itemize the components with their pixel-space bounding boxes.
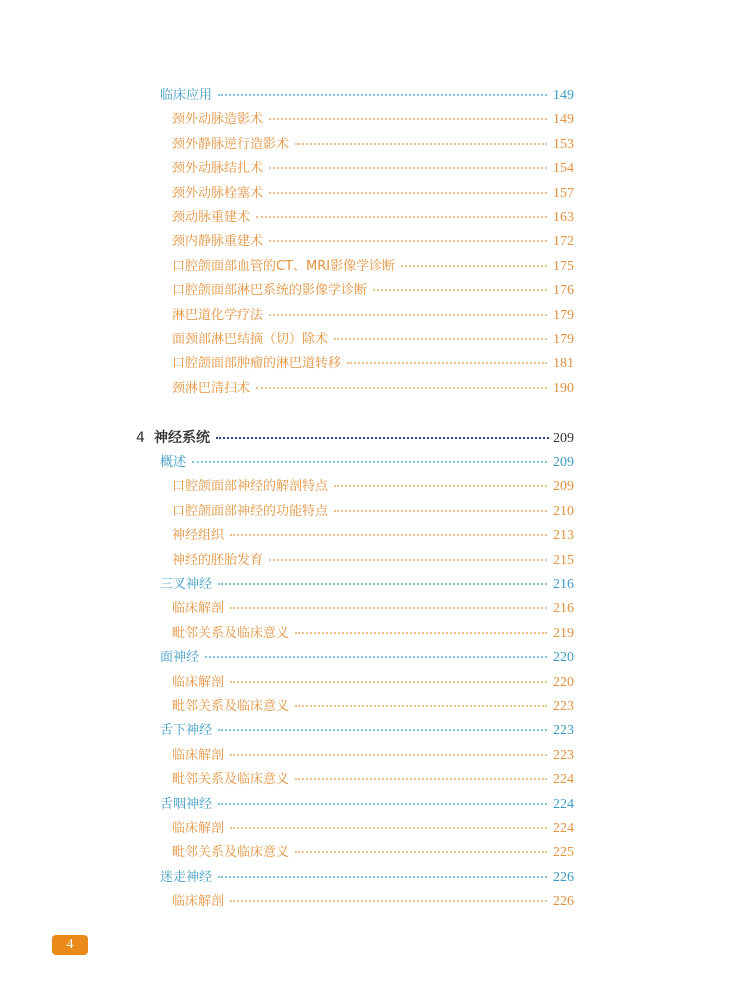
toc-subsection-entry[interactable] [172,748,574,764]
toc-subsection-entry[interactable] [172,332,574,348]
toc-entry-title: 毗邻关系及临床意义 [172,625,290,641]
dot-leader [218,803,547,805]
dot-leader [295,143,547,145]
toc-entry-title: 口腔颌面部淋巴系统的影像学诊断 [172,283,368,299]
dot-leader [230,681,547,683]
toc-section-entry[interactable] [160,723,574,739]
dot-leader [230,754,547,756]
dot-leader [230,534,547,536]
dot-leader [269,167,547,169]
dot-leader [218,876,547,878]
dot-leader [256,216,547,218]
toc-subsection-entry[interactable] [172,675,574,691]
toc-entry-page: 220 [553,674,574,690]
toc-section-entry[interactable] [160,88,574,104]
toc-entry-title: 临床应用 [160,88,213,103]
toc-entry-title: 口腔颌面部神经的解剖特点 [172,479,329,495]
toc-section-entry[interactable] [160,797,574,813]
toc-entry-page: 175 [553,258,574,274]
toc-entry-title: 临床解剖 [172,894,225,910]
toc-subsection-entry[interactable] [172,504,574,520]
toc-subsection-entry[interactable] [172,699,574,715]
toc-entry-title: 神经组织 [172,528,225,544]
dot-leader [269,314,547,316]
toc-entry-title: 迷走神经 [160,869,213,885]
toc-entry-page: 209 [553,431,574,446]
toc-subsection-entry[interactable] [172,210,574,226]
dot-leader [295,632,547,634]
toc-entry-title: 面颈部淋巴结摘（切）除术 [172,332,329,347]
toc-entry-page: 209 [553,455,574,470]
toc-entry-page: 226 [553,894,574,910]
toc-entry-title: 舌咽神经 [160,796,213,812]
toc-subsection-entry[interactable] [172,601,574,617]
toc-chapter-entry[interactable] [136,430,574,447]
dot-leader [334,510,547,512]
toc-entry-page: 220 [553,650,574,666]
toc-entry-page: 154 [553,161,574,177]
dot-leader [269,240,547,242]
toc-subsection-entry[interactable] [172,553,574,569]
toc-subsection-entry[interactable] [172,528,574,544]
dot-leader [373,289,547,291]
page-number-badge: 4 [52,935,88,955]
toc-subsection-entry[interactable] [172,772,574,788]
toc-entry-page: 157 [553,185,574,201]
chapter-number: 4 [136,430,145,446]
toc-entry-title: 临床解剖 [172,821,225,836]
dot-leader [230,827,547,829]
toc-entry-title: 颈外动脉造影术 [172,112,264,128]
toc-entry-page: 224 [553,821,574,836]
dot-leader [269,192,547,194]
toc-section-entry[interactable] [160,650,574,666]
toc-entry-page: 225 [553,845,574,861]
toc-subsection-entry[interactable] [172,894,574,910]
toc-entry-page: 153 [553,136,574,152]
toc-entry-page: 224 [553,796,574,812]
dot-leader [216,437,549,439]
toc-entry-title: 临床解剖 [172,747,225,763]
toc-entry-title: 概述 [160,455,187,470]
toc-entry-title: 神经系统 [154,430,210,446]
toc-entry-title: 临床解剖 [172,674,225,690]
dot-leader [295,851,547,853]
dot-leader [218,583,547,585]
toc-entry-title: 毗邻关系及临床意义 [172,772,290,788]
toc-entry-page: 181 [553,356,574,372]
toc-entry-page: 190 [553,380,574,396]
toc-entry-page: 213 [553,528,574,544]
toc-section-entry[interactable] [160,455,574,471]
toc-subsection-entry[interactable] [172,186,574,202]
dot-leader [192,461,547,463]
toc-subsection-entry[interactable] [172,259,574,275]
dot-leader [269,559,547,561]
dot-leader [295,705,547,707]
toc-entry-page: 223 [553,723,574,739]
toc-entry-title: 颈淋巴清扫术 [172,380,251,396]
toc-subsection-entry[interactable] [172,381,574,397]
toc-subsection-entry[interactable] [172,821,574,837]
toc-entry-page: 226 [553,869,574,885]
toc-entry-title: 口腔颌面部血管的CT、MRI影像学诊断 [172,258,396,274]
toc-subsection-entry[interactable] [172,845,574,861]
dot-leader [295,778,547,780]
toc-subsection-entry[interactable] [172,479,574,495]
toc-entry-title: 颈外动脉结扎术 [172,161,264,177]
toc-entry-title: 颈内静脉重建术 [172,234,264,250]
toc-subsection-entry[interactable] [172,161,574,177]
toc-entry-title: 毗邻关系及临床意义 [172,699,290,714]
toc-entry-page: 209 [553,479,574,495]
toc-entry-page: 163 [553,210,574,225]
toc-entry-page: 179 [553,332,574,347]
dot-leader [230,607,547,609]
toc-entry-page: 216 [553,577,574,592]
toc-entry-title: 舌下神经 [160,723,213,739]
toc-entry-page: 224 [553,772,574,788]
toc-entry-title: 淋巴道化学疗法 [172,307,264,323]
dot-leader [218,729,547,731]
toc-entry-page: 223 [553,747,574,763]
dot-leader [256,387,547,389]
toc-subsection-entry[interactable] [172,356,574,372]
toc-entry-page: 210 [553,503,574,519]
toc-section-entry[interactable] [160,870,574,886]
toc-entry-page: 216 [553,601,574,617]
dot-leader [269,118,547,120]
dot-leader [205,656,547,658]
toc-section-entry[interactable] [160,577,574,593]
toc-entry-title: 口腔颌面部神经的功能特点 [172,503,329,519]
toc-entry-page: 149 [553,112,574,128]
toc-subsection-entry[interactable] [172,308,574,324]
toc-subsection-entry[interactable] [172,283,574,299]
toc-subsection-entry[interactable] [172,112,574,128]
toc-entry-page: 219 [553,625,574,641]
toc-subsection-entry[interactable] [172,626,574,642]
toc-entry-page: 172 [553,234,574,250]
dot-leader [334,338,547,340]
toc-entry-page: 176 [553,283,574,299]
toc-entry-title: 颈外动脉栓塞术 [172,185,264,201]
toc-subsection-entry[interactable] [172,234,574,250]
toc-entry-title: 毗邻关系及临床意义 [172,845,290,861]
dot-leader [230,900,547,902]
dot-leader [218,94,547,96]
toc-entry-page: 223 [553,699,574,714]
toc-entry-title: 三叉神经 [160,577,213,592]
toc-subsection-entry[interactable] [172,137,574,153]
dot-leader [334,485,547,487]
toc-entry-title: 颈外静脉逆行造影术 [172,136,290,152]
toc-entry-page: 149 [553,88,574,103]
toc-entry-title: 颈动脉重建术 [172,210,251,225]
toc-entry-title: 口腔颌面部肿瘤的淋巴道转移 [172,356,342,372]
dot-leader [401,265,547,267]
toc-entry-title: 神经的胚胎发育 [172,552,264,568]
toc-entry-page: 215 [553,552,574,568]
toc-entry-title: 临床解剖 [172,601,225,617]
toc-entry-title: 面神经 [160,650,200,666]
toc-entry-page: 179 [553,307,574,323]
dot-leader [347,362,547,364]
